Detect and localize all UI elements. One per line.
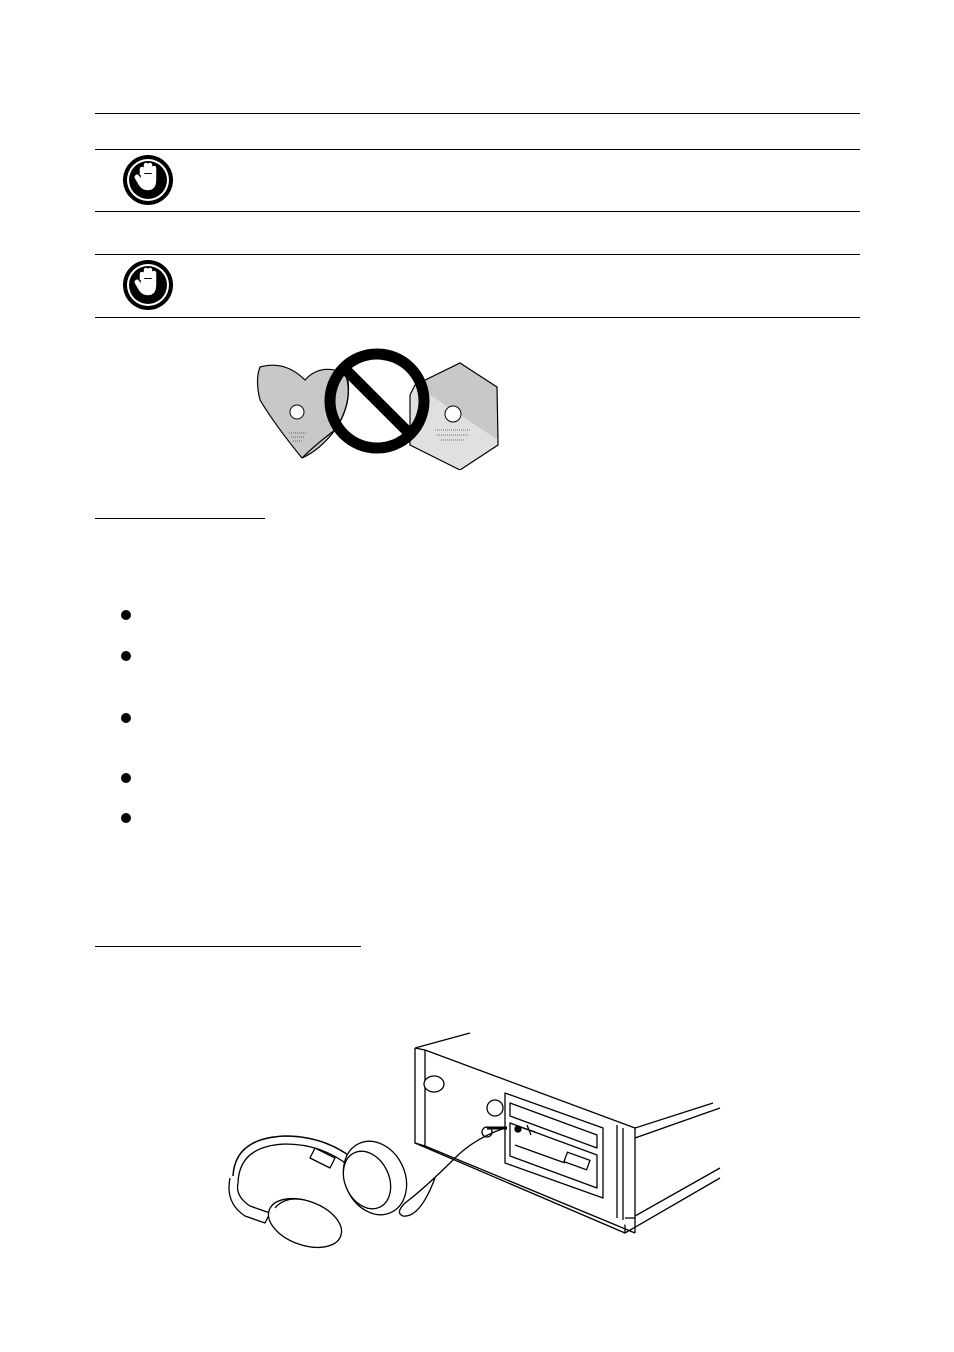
stop-hand-icon (121, 258, 175, 312)
list-bullet (121, 610, 131, 620)
caution-box-1-top-rule (95, 113, 860, 114)
caution-box-1-bottom-rule (95, 211, 860, 212)
list-bullet (121, 773, 131, 783)
caution-box-1-divider (95, 149, 860, 150)
headphones-connected-to-pc-illustration (225, 1028, 725, 1253)
caution-box-2-bottom-rule (95, 317, 860, 318)
stop-hand-icon (121, 153, 175, 207)
section-heading-underline (95, 946, 361, 947)
section-heading-underline (95, 518, 265, 519)
list-bullet (121, 813, 131, 823)
no-irregular-discs-illustration (255, 345, 505, 470)
list-bullet (121, 651, 131, 661)
caution-box-2-divider (95, 254, 860, 255)
list-bullet (121, 713, 131, 723)
